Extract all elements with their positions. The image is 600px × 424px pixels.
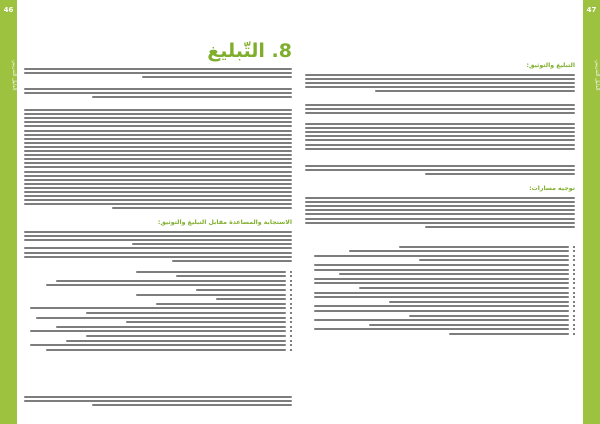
page-number-left: 46 (3, 6, 14, 14)
bullet-list-left (30, 268, 292, 353)
left-page-column (24, 0, 292, 424)
page-number-right: 47 (586, 6, 597, 14)
paragraph-r1 (305, 72, 575, 95)
intro-paragraph (24, 66, 292, 80)
section-heading-response: الاستجابة والمساعدة مقابل التبليغ والتوثيق: (157, 219, 292, 226)
paragraph-r2 (305, 102, 575, 116)
left-page-sidebar (0, 0, 17, 424)
right-page-column (305, 0, 575, 424)
side-label-right: الدليل التدريبي (594, 60, 600, 91)
section-heading-reporting: التبليغ والتوثيق: (526, 62, 575, 69)
paragraph-r3 (305, 121, 575, 152)
chapter-title: 8. التّبليغ (207, 40, 292, 62)
paragraph-2 (24, 86, 292, 100)
section-heading-referral: توجيه مسارات: (529, 185, 575, 192)
closing-paragraph (24, 394, 292, 408)
paragraph-r5 (305, 195, 575, 230)
right-page-sidebar (583, 0, 600, 424)
bullet-list-right (311, 243, 575, 337)
paragraph-r4 (305, 163, 575, 177)
side-label-left: الدليل التدريبي (11, 60, 17, 91)
paragraph-4 (24, 229, 292, 264)
paragraph-3 (24, 107, 292, 211)
